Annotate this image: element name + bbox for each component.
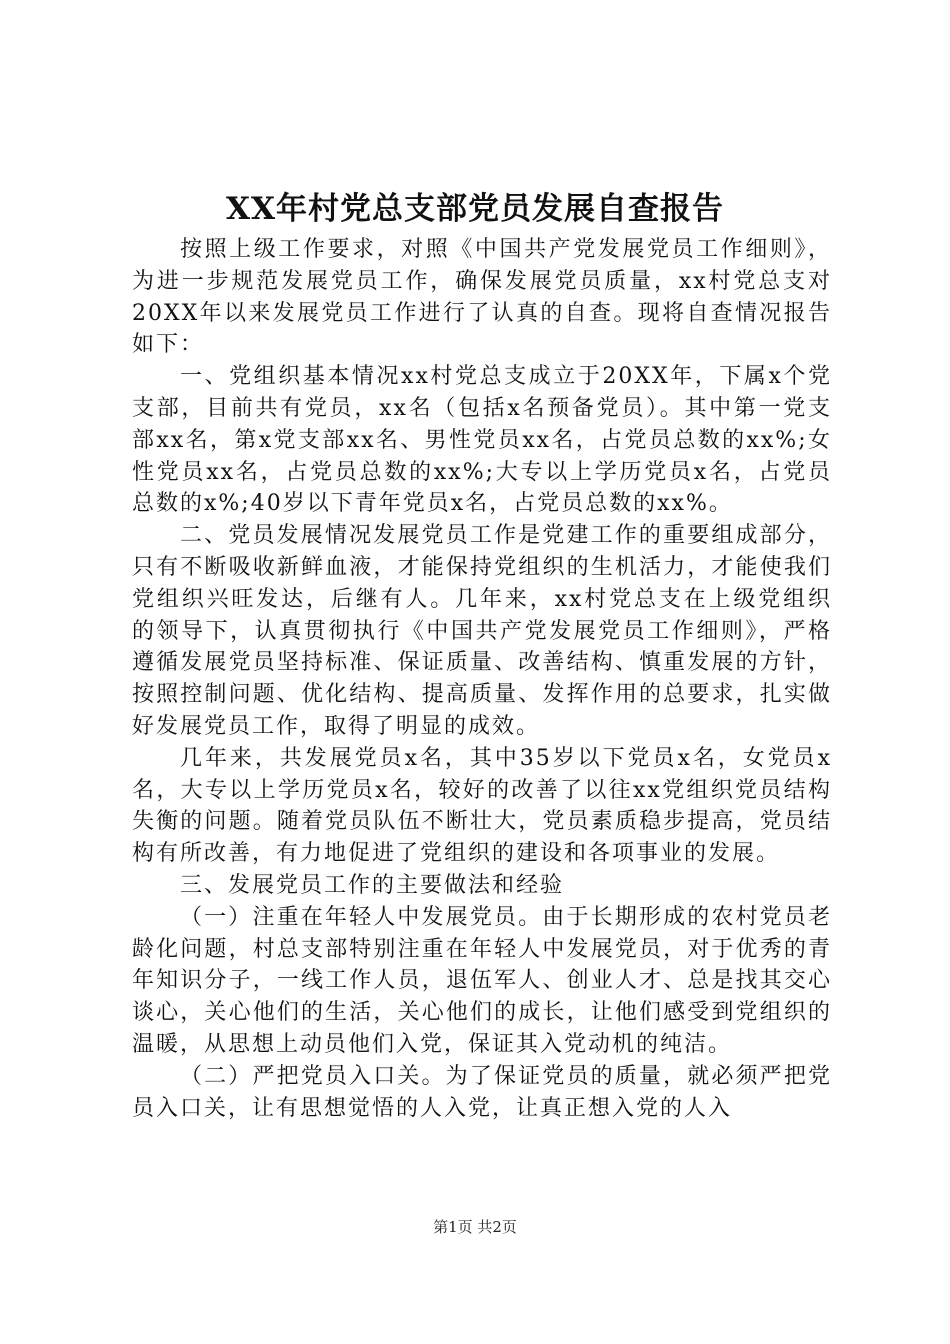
paragraph-section-1: 一、党组织基本情况xx村党总支成立于20XX年，下属x个党支部，目前共有党员，xx名（包括x名预备党员）。其中第一党支部xx名，第x党支部xx名、男性党员xx名，占党员总数的xx%;女性党员xx名，占党员总数的xx%;大专以上学历党员x名，占党员总数的x%;40岁以下青年党员x名，占党员总数的xx%。 <box>132 364 832 517</box>
paragraph-section-2-results: 几年来，共发展党员x名，其中35岁以下党员x名，女党员x名，大专以上学历党员x名，较好的改善了以往xx党组织党员结构失衡的问题。随着党员队伍不断壮大，党员素质稳步提高，党员结构有所改善，有力地促进了党组织的建设和各项事业的发展。 <box>132 745 832 867</box>
paragraph-intro: 按照上级工作要求，对照《中国共产党发展党员工作细则》，为进一步规范发展党员工作，确保发展党员质量，xx村党总支对20XX年以来发展党员工作进行了认真的自查。现将自查情况报告如下： <box>132 237 832 358</box>
section-3-heading: 三、发展党员工作的主要做法和经验 <box>180 872 565 898</box>
document-body <box>132 234 832 1124</box>
paragraph-subsection-1: （一）注重在年轻人中发展党员。由于长期形成的农村党员老龄化问题，村总支部特别注重在年轻人中发展党员，对于优秀的青年知识分子，一线工作人员，退伍军人、创业人才、总是找其交心谈心，关心他们的生活，关心他们的成长，让他们感受到党组织的温暖，从思想上动员他们入党，保证其入党动机的纯洁。 <box>132 904 832 1057</box>
page-footer: 第1页 共2页 <box>433 1218 517 1236</box>
document-title: XX年村党总支部党员发展自查报告 <box>225 191 725 227</box>
paragraph-subsection-2: （二）严把党员入口关。为了保证党员的质量，就必须严把党员入口关，让有思想觉悟的人入党，让真正想入党的人入 <box>132 1063 832 1121</box>
paragraph-section-2: 二、党员发展情况发展党员工作是党建工作的重要组成部分，只有不断吸收新鲜血液，才能保持党组织的生机活力，才能使我们党组织兴旺发达，后继有人。几年来，xx村党总支在上级党组织的领导下，认真贯彻执行《中国共产党发展党员工作细则》，严格遵循发展党员坚持标准、保证质量、改善结构、慎重发展的方针，按照控制问题、优化结构、提高质量、发挥作用的总要求，扎实做好发展党员工作，取得了明显的成效。 <box>132 523 832 739</box>
